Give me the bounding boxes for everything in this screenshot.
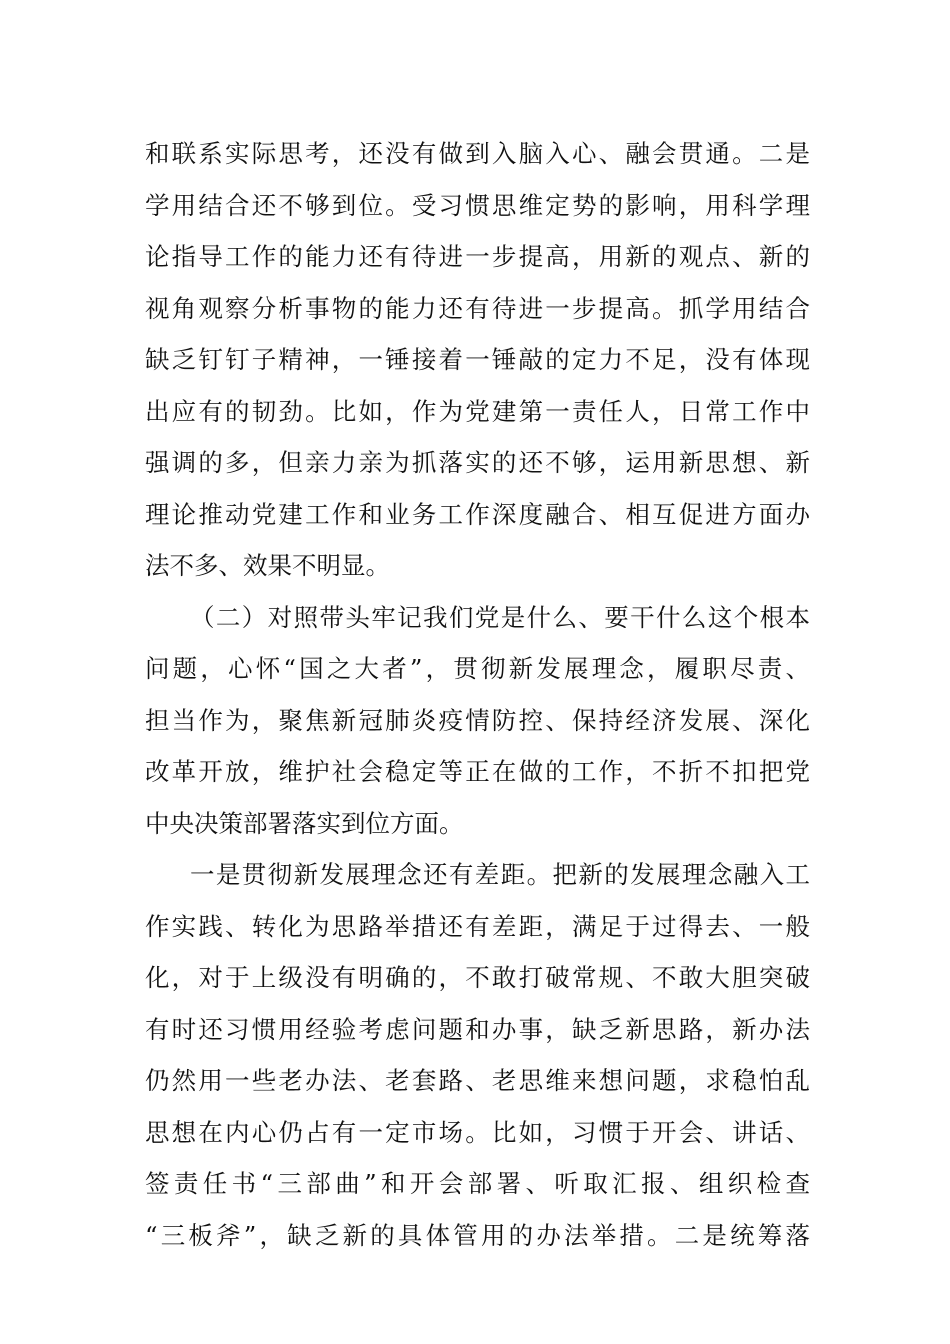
text-line: 问题，心怀“国之大者”，贯彻新发展理念，履职尽责、 [145,654,810,683]
text-line: 改革开放，维护社会稳定等正在做的工作，不折不扣把党 [145,757,810,786]
text-line: 化，对于上级没有明确的，不敢打破常规、不敢大胆突破 [145,963,810,992]
text-line: 中央决策部署落实到位方面。 [145,808,464,838]
text-line: 和联系实际思考，还没有做到入脑入心、融会贯通。二是 [145,139,810,168]
text-line: 学用结合还不够到位。受习惯思维定势的影响，用科学理 [145,190,810,220]
text-line: 作实践、转化为思路举措还有差距，满足于过得去、一般 [145,911,810,941]
text-line: 理论推动党建工作和业务工作深度融合、相互促进方面办 [145,499,810,529]
text-line: 思想在内心仍占有一定市场。比如，习惯于开会、讲话、 [145,1117,810,1147]
text-line: 出应有的韧劲。比如，作为党建第一责任人，日常工作中 [145,396,810,426]
text-line: 论指导工作的能力还有待进一步提高，用新的观点、新的 [145,242,810,271]
text-line: 仍然用一些老办法、老套路、老思维来想问题，求稳怕乱 [145,1066,810,1095]
text-line: 强调的多，但亲力亲为抓落实的还不够，运用新思想、新 [145,448,810,477]
body-text [145,128,810,1261]
paragraph-start-line: 一是贯彻新发展理念还有差距。把新的发展理念融入工 [190,860,810,889]
text-line: 视角观察分析事物的能力还有待进一步提高。抓学用结合 [145,293,810,323]
text-line: 法不多、效果不明显。 [145,551,390,580]
section-heading-line: （二）对照带头牢记我们党是什么、要干什么这个根本 [190,602,810,632]
text-line: 缺乏钉钉子精神，一锤接着一锤敲的定力不足，没有体现 [145,345,810,374]
text-line: 担当作为，聚焦新冠肺炎疫情防控、保持经济发展、深化 [145,705,810,735]
text-line: “三板斧”，缺乏新的具体管用的办法举措。二是统筹落 [145,1220,810,1250]
text-line: 签责任书“三部曲”和开会部署、听取汇报、组织检查 [145,1169,810,1198]
text-line: 有时还习惯用经验考虑问题和办事，缺乏新思路，新办法 [145,1014,810,1044]
